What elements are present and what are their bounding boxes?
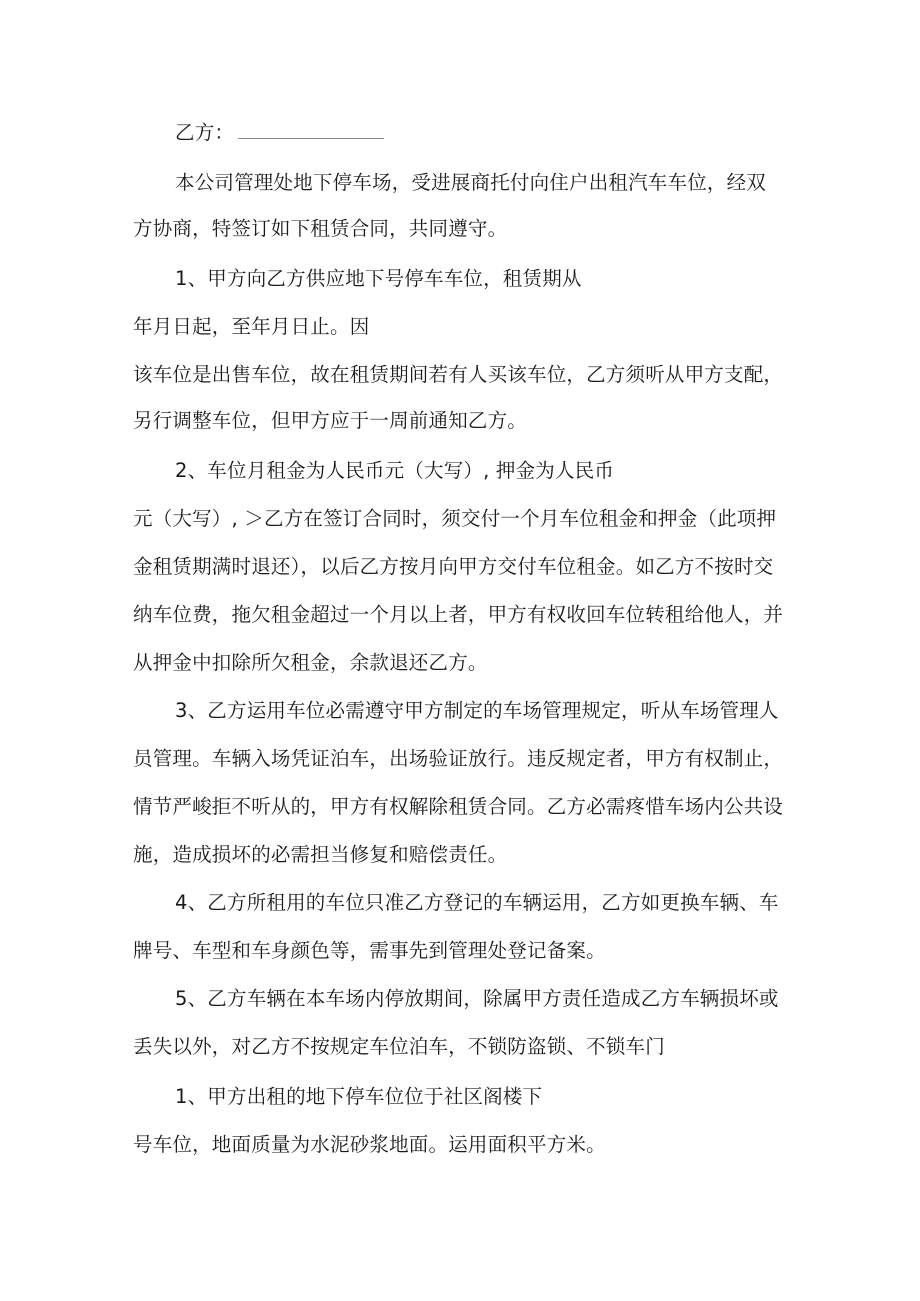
party-b-line <box>175 120 384 146</box>
clause-5-line: 5、乙方车辆在本车场内停放期间，除属甲方责任造成乙方车辆损坏或 <box>175 987 779 1010</box>
party-b-blank[interactable] <box>238 120 384 139</box>
paragraph-line: 施，造成损坏的必需担当修复和赔偿责任。 <box>133 843 508 866</box>
paragraph-line: 号车位，地面质量为水泥砂浆地面。运用面积平方米。 <box>133 1133 606 1156</box>
party-b-label: 乙方： <box>175 121 235 144</box>
paragraph-line: 方协商，特签订如下租赁合同，共同遵守。 <box>133 217 508 240</box>
paragraph-line: 从押金中扣除所欠租金，余款退还乙方。 <box>133 651 488 674</box>
paragraph-line: 另行调整车位，但甲方应于一周前通知乙方。 <box>133 409 528 432</box>
paragraph-line: 该车位是出售车位，故在租赁期间若有人买该车位，乙方须听从甲方支配， <box>133 363 784 386</box>
clause-3-line: 3、乙方运用车位必需遵守甲方制定的车场管理规定，听从车场管理人 <box>175 699 779 722</box>
paragraph-line: 年月日起，至年月日止。因 <box>133 315 370 338</box>
paragraph-line: 牌号、车型和车身颜色等，需事先到管理处登记备案。 <box>133 939 606 962</box>
paragraph-line: 元（大写）, ＞乙方在签订合同时，须交付一个月车位租金和押金（此项押 <box>133 507 777 530</box>
clause-1-line-b: 1、甲方出租的地下停车位位于社区阁楼下 <box>175 1085 543 1108</box>
paragraph-line: 丢失以外，对乙方不按规定车位泊车，不锁防盗锁、不锁车门 <box>133 1035 665 1058</box>
paragraph-line: 金租赁期满时退还），以后乙方按月向甲方交付车位租金。如乙方不按时交 <box>133 555 774 578</box>
paragraph-line: 本公司管理处地下停车场，受进展商托付向住户出租汽车车位，经双 <box>175 171 767 194</box>
clause-2-line: 2、车位月租金为人民币元（大写）, 押金为人民币 <box>175 459 615 482</box>
paragraph-line: 情节严峻拒不听从的，甲方有权解除租赁合同。乙方必需疼惜车场内公共设 <box>133 795 784 818</box>
clause-1-line: 1、甲方向乙方供应地下号停车车位，租赁期从 <box>175 267 582 290</box>
paragraph-line: 纳车位费，拖欠租金超过一个月以上者，甲方有权收回车位转租给他人，并 <box>133 603 784 626</box>
clause-4-line: 4、乙方所租用的车位只准乙方登记的车辆运用，乙方如更换车辆、车 <box>175 891 779 914</box>
paragraph-line: 员管理。车辆入场凭证泊车，出场验证放行。违反规定者，甲方有权制止， <box>133 747 784 770</box>
